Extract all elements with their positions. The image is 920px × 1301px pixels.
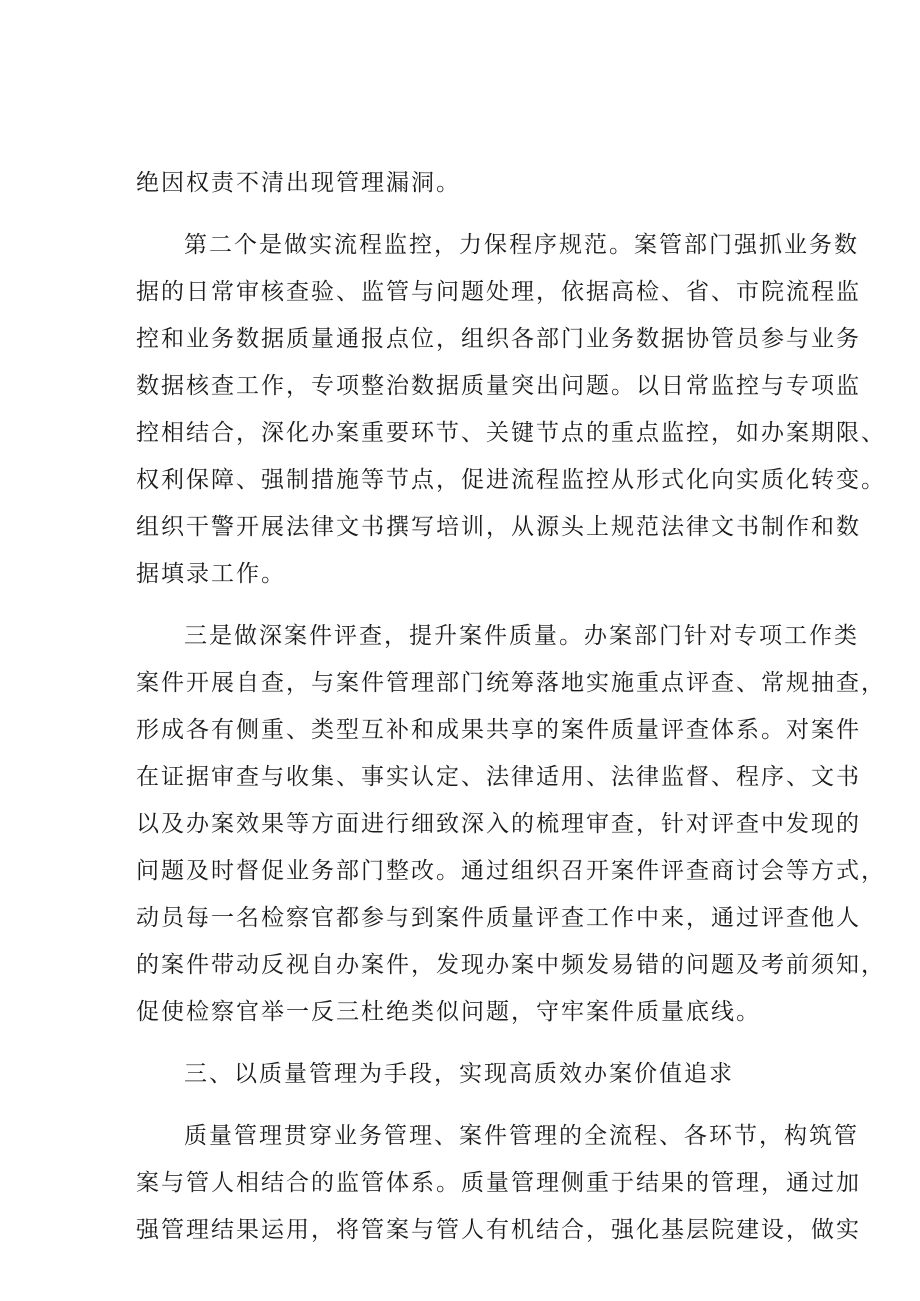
paragraph-quality-management — [136, 1113, 861, 1254]
section-heading: 三、以质量管理为手段，实现高质效办案价值追求 — [184, 1061, 734, 1087]
document-body — [136, 160, 886, 1254]
paragraph-line: 控和业务数据质量通报点位，组织各部门业务数据协管员参与业务 — [136, 326, 861, 352]
paragraph-line: 的案件带动反视自办案件，发现办案中频发易错的问题及考前须知， — [136, 952, 886, 978]
paragraph-line: 促使检察官举一反三杜绝类似问题，守牢案件质量底线。 — [136, 999, 761, 1025]
paragraph-line: 三是做深案件评查，提升案件质量。办案部门针对专项工作类 — [184, 623, 859, 649]
paragraph-line: 强管理结果运用，将管案与管人有机结合，强化基层院建设，做实 — [136, 1217, 861, 1243]
paragraph-line: 据的日常审核查验、监管与问题处理，依据高检、省、市院流程监 — [136, 279, 861, 305]
paragraph-line: 动员每一名检察官都参与到案件质量评查工作中来，通过评查他人 — [136, 905, 861, 931]
paragraph-case-review — [136, 613, 886, 1036]
paragraph-line: 权利保障、强制措施等节点，促进流程监控从形式化向实质化转变。 — [136, 467, 886, 493]
paragraph-line: 绝因权责不清出现管理漏洞。 — [136, 170, 461, 196]
paragraph-line: 形成各有侧重、类型互补和成果共享的案件质量评查体系。对案件 — [136, 717, 861, 743]
paragraph-line: 控相结合，深化办案重要环节、关键节点的重点监控，如办案期限、 — [136, 420, 886, 446]
paragraph-line: 案件开展自查，与案件管理部门统筹落地实施重点评查、常规抽查， — [136, 670, 886, 696]
paragraph-line: 数据核查工作，专项整治数据质量突出问题。以日常监控与专项监 — [136, 373, 861, 399]
paragraph-line: 以及办案效果等方面进行细致深入的梳理审查，针对评查中发现的 — [136, 811, 861, 837]
paragraph-line: 据填录工作。 — [136, 561, 286, 587]
paragraph-line: 质量管理贯穿业务管理、案件管理的全流程、各环节，构筑管 — [184, 1123, 859, 1149]
paragraph-line: 组织干警开展法律文书撰写培训，从源头上规范法律文书制作和数 — [136, 514, 861, 540]
paragraph-line: 在证据审查与收集、事实认定、法律适用、法律监督、程序、文书 — [136, 764, 861, 790]
paragraph-process-monitoring — [136, 222, 886, 598]
paragraph-line: 问题及时督促业务部门整改。通过组织召开案件评查商讨会等方式， — [136, 858, 886, 884]
paragraph-line: 案与管人相结合的监管体系。质量管理侧重于结果的管理，通过加 — [136, 1170, 861, 1196]
paragraph-line: 第二个是做实流程监控，力保程序规范。案管部门强抓业务数 — [184, 232, 859, 258]
